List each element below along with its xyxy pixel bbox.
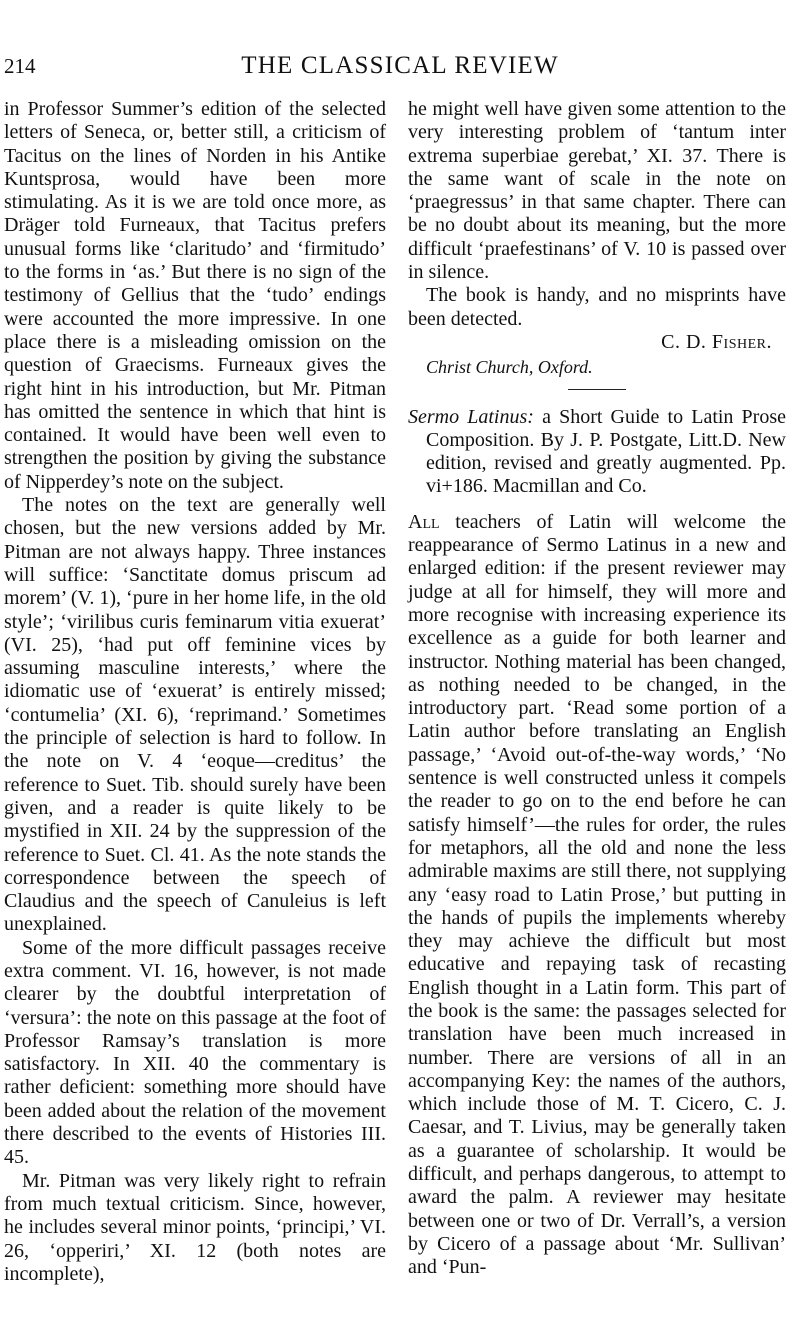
left-paragraph-2: The notes on the text are generally well chosen, but the new versions added by Mr. Pitman are not always happy. Three instances will suffice: ‘Sanctitate domus priscum ad morem’ (V. 1), ‘pure in her home life, in the old style’; ‘virilibus curis feminarum vitia exuerat’ (VI. 25), ‘had put off feminine vices by assuming masculine interests,’ where the idiomatic use of ‘exuerat’ is entirely missed; ‘contumelia’ (XI. 6), ‘reprimand.’ Sometimes the principle of selection is hard to follow. In the note on V. 4 ‘eoque—creditus’ the reference to Suet. Tib. should surely have been given, and a reader is quite likely to be mystified in XII. 24 by the suppression of the reference to Suet. Cl. 41. As the note stands the correspondence between the speech of Claudius and the speech of Canuleius is left unexplained. (4, 494, 386, 936)
book-title: Sermo Latinus: (408, 405, 534, 428)
right-paragraph-2: The book is handy, and no misprints have been detected. (408, 284, 786, 330)
right-paragraph-1: he might well have given some attention to the very interesting problem of ‘tantum inter extrema superbiae gerebat,’ XI. 37. There is the same want of scale in the note on ‘praegressus’ in that same chapter. There can be no doubt about its meaning, but the more difficult ‘praefestinans’ of V. 10 is passed over in silence. (408, 98, 786, 284)
opening-word: All (408, 510, 440, 533)
right-paragraph-3 (408, 511, 786, 1280)
left-paragraph-1: in Professor Summer’s edition of the selected letters of Seneca, or, better still, a criticism of Tacitus on the lines of Norden in his Antike Kuntsprosa, would have been more stimulating. As it is we are told once more, as Dräger told Furneaux, that Tacitus prefers unusual forms like ‘claritudo’ and ‘firmitudo’ to the forms in ‘as.’ But there is no sign of the testimony of Gellius that the ‘tudo’ endings were accounted the more impressive. In one place there is a misleading omission on the question of Graecisms. Furneaux gives the right hint in his introduction, but Mr. Pitman has omitted the sentence in which that hint is contained. It would have been well even to strengthen the position by giving the substance of Nipperdey’s note on the subject. (4, 98, 386, 493)
reviewer-affiliation: Christ Church, Oxford. (426, 357, 593, 378)
left-paragraph-3: Some of the more difficult passages receive extra comment. VI. 16, however, is not made clearer by the doubtful interpretation of ‘versura’: the note on this passage at the foot of Professor Ramsay’s translation is more satisfactory. In XII. 40 the commentary is rather deficient: something more should have been added about the relation of the movement there described to the events of Histories III. 45. (4, 936, 386, 1169)
right-paragraph-3-text: teachers of Latin will welcome the reappearance of Sermo Latinus in a new and enlarged edition: if the present reviewer may judge at all for himself, they will more and more recognise with increasing experience its excellence as a guide for both learner and instructor. Nothing material has been changed, as nothing needed to be changed, in the introductory part. ‘Read some portion of a Latin author before translating an English passage,’ ‘Avoid out-of-the-way words,’ ‘No sentence is well constructed unless it compels the reader to go on to the end before he can satisfy himself’—the rules for order, the rules for metaphors, all the old and none the less admirable maxims are still there, not supplying any ‘easy road to Latin Prose,’ but putting in the hands of pupils the implements whereby they may achieve the difficult but most educative and repaying task of recasting English thought in a Latin form. This part of the book is the same: the passages selected for translation have been much increased in number. There are versions of all in an accompanying Key: the names of the authors, which include those of M. T. Cicero, C. J. Caesar, and T. Livius, may be generally taken as a guarantee of scholarship. It would be difficult, and perhaps dangerous, to attempt to award the palm. A reviewer may hesitate between one or two of Dr. Verrall’s, a version by Cicero of a passage about ‘Mr. Sullivan’ and ‘Pun- (408, 510, 787, 1279)
section-divider (568, 389, 626, 390)
book-heading (408, 406, 786, 499)
page-number: 214 (4, 54, 36, 78)
book-description: a Short Guide to Latin Prose Composition. By J. P. Postgate, Litt.D. New edition, revised and greatly augmented. Pp. vi+186. Macmillan and Co. (426, 405, 786, 498)
left-column (4, 98, 386, 1286)
running-title: THE CLASSICAL REVIEW (241, 52, 559, 79)
reviewer-signature: C. D. Fisher. (661, 330, 772, 353)
right-column (408, 98, 786, 1280)
page-header (0, 54, 800, 84)
left-paragraph-4: Mr. Pitman was very likely right to refrain from much textual criticism. Since, however, he includes several minor points, ‘principi,’ VI. 26, ‘opperiri,’ XI. 12 (both notes are incomplete), (4, 1169, 386, 1285)
